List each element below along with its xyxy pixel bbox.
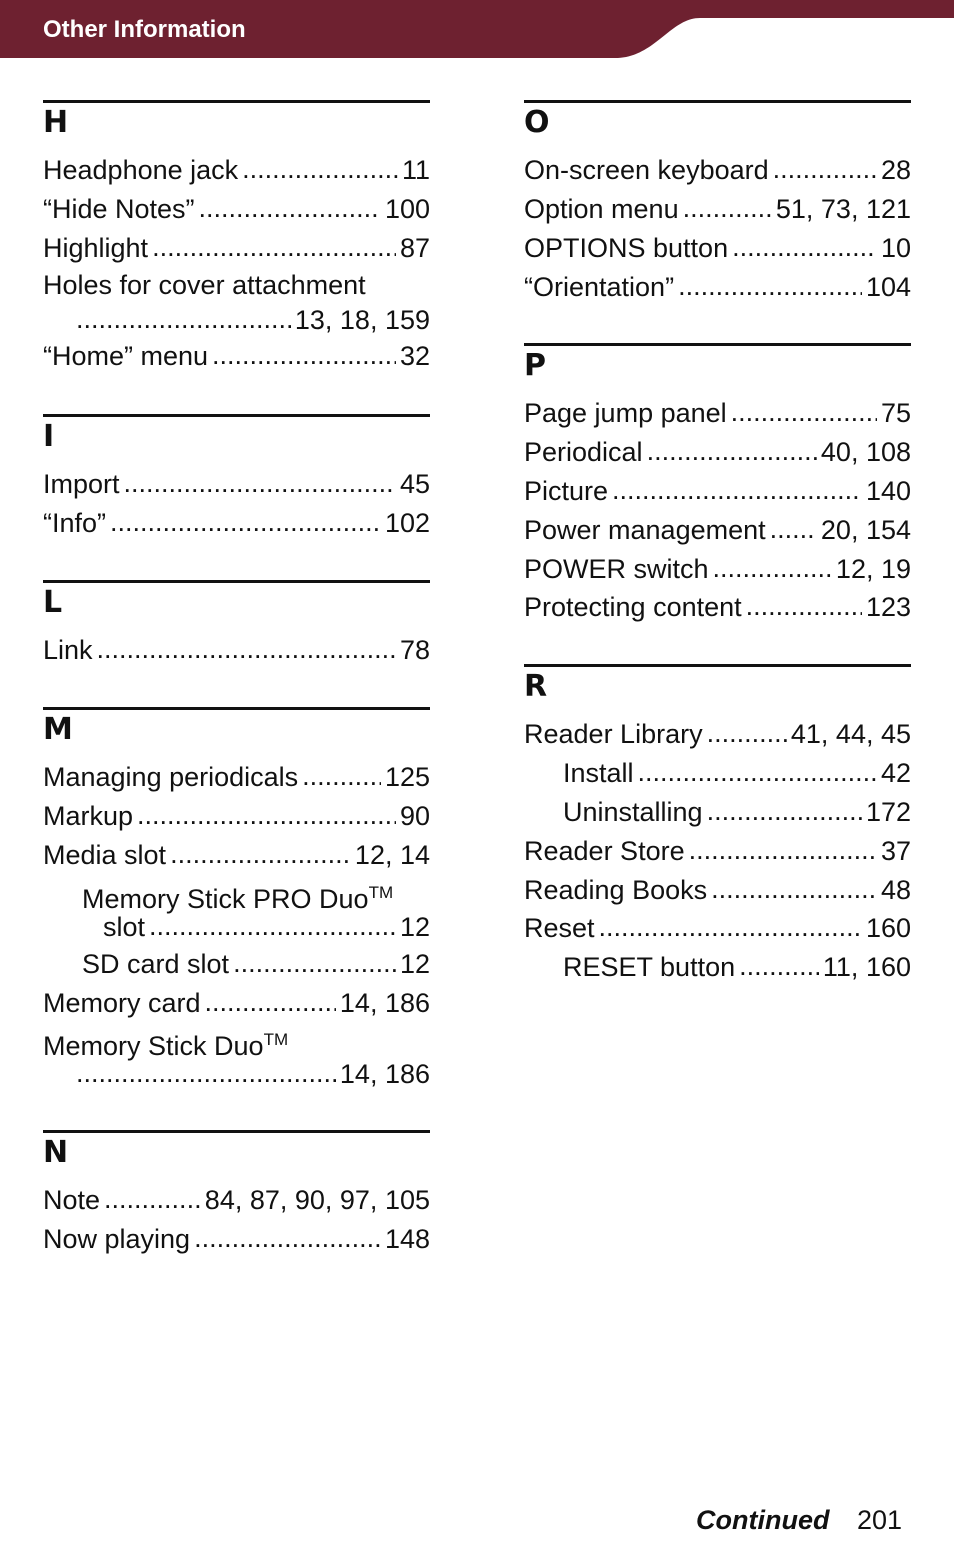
- index-entry[interactable]: Highlight ..... 87: [43, 229, 430, 268]
- index-section-p: [524, 343, 911, 627]
- index-entry-pages[interactable]: ..... 14, 186: [43, 1057, 430, 1091]
- index-entry[interactable]: Managing periodicals ..... 125: [43, 758, 430, 797]
- continued-label: Continued: [696, 1505, 830, 1535]
- index-entry[interactable]: Now playing ..... 148: [43, 1220, 430, 1259]
- index-entry[interactable]: “Info” ..... 102: [43, 504, 430, 543]
- index-entry[interactable]: On-screen keyboard ..... 28: [524, 151, 911, 190]
- index-entry[interactable]: Page jump panel ..... 75: [524, 394, 911, 433]
- index-section-l: [43, 580, 430, 670]
- index-section-n: [43, 1130, 430, 1259]
- index-letter: N: [43, 1135, 69, 1170]
- index-section-r: [524, 664, 911, 987]
- index-entry[interactable]: Import ..... 45: [43, 465, 430, 504]
- index-entry[interactable]: “Home” menu ..... 32: [43, 337, 430, 376]
- index-subentry[interactable]: slot ..... 12: [43, 910, 430, 945]
- index-letter: I: [43, 419, 55, 454]
- index-entry-term: Memory Stick Duo™: [43, 1030, 289, 1062]
- index-entry[interactable]: Note ..... 84, 87, 90, 97, 105: [43, 1181, 430, 1220]
- index-section-i: [43, 414, 430, 543]
- index-subentry[interactable]: Install ..... 42: [524, 754, 911, 793]
- index-entry[interactable]: Reader Store ..... 37: [524, 832, 911, 871]
- index-entry[interactable]: OPTIONS button ..... 10: [524, 229, 911, 268]
- index-entry[interactable]: Memory card ..... 14, 186: [43, 984, 430, 1023]
- index-section-h: [43, 100, 430, 376]
- index-subentry[interactable]: RESET button ..... 11, 160: [524, 948, 911, 987]
- index-entry[interactable]: Headphone jack ..... 11: [43, 151, 430, 190]
- index-entry[interactable]: Markup ..... 90: [43, 797, 430, 836]
- index-entry[interactable]: Picture ..... 140: [524, 472, 911, 511]
- trademark-mark: TM: [263, 1030, 289, 1050]
- trademark-mark: TM: [368, 882, 394, 902]
- section-header-title: Other Information: [43, 16, 246, 43]
- index-subentry[interactable]: SD card slot ..... 12: [43, 945, 430, 984]
- index-entry[interactable]: “Orientation” ..... 104: [524, 268, 911, 307]
- index-entry[interactable]: POWER switch ..... 12, 19: [524, 550, 911, 589]
- index-entry[interactable]: Option menu ..... 51, 73, 121: [524, 190, 911, 229]
- index-letter: M: [43, 712, 73, 747]
- index-entry[interactable]: Periodical ..... 40, 108: [524, 433, 911, 472]
- index-entry[interactable]: Reading Books ..... 48: [524, 871, 911, 910]
- index-entry-term: Holes for cover attachment: [43, 269, 366, 300]
- index-entry[interactable]: Reset ..... 160: [524, 909, 911, 948]
- index-letter: R: [524, 669, 548, 704]
- page-number: 201: [857, 1505, 903, 1535]
- index-entry[interactable]: “Hide Notes” ..... 100: [43, 190, 430, 229]
- index-entry-pages[interactable]: ..... 13, 18, 159: [43, 303, 430, 337]
- index-subentry[interactable]: Uninstalling ..... 172: [524, 793, 911, 832]
- index-subentry-term: Memory Stick PRO Duo™: [82, 882, 394, 914]
- index-letter: O: [524, 105, 550, 140]
- index-entry[interactable]: Power management ..... 20, 154: [524, 511, 911, 550]
- index-entry[interactable]: Reader Library ..... 41, 44, 45: [524, 715, 911, 754]
- index-letter: P: [524, 348, 546, 383]
- index-entry[interactable]: Protecting content ..... 123: [524, 588, 911, 627]
- index-section-o: [524, 100, 911, 307]
- index-letter: H: [43, 105, 69, 140]
- index-entry[interactable]: Link ..... 78: [43, 631, 430, 670]
- index-entry[interactable]: Media slot ..... 12, 14: [43, 836, 430, 875]
- index-letter: L: [43, 585, 63, 620]
- index-section-m: [43, 707, 430, 1091]
